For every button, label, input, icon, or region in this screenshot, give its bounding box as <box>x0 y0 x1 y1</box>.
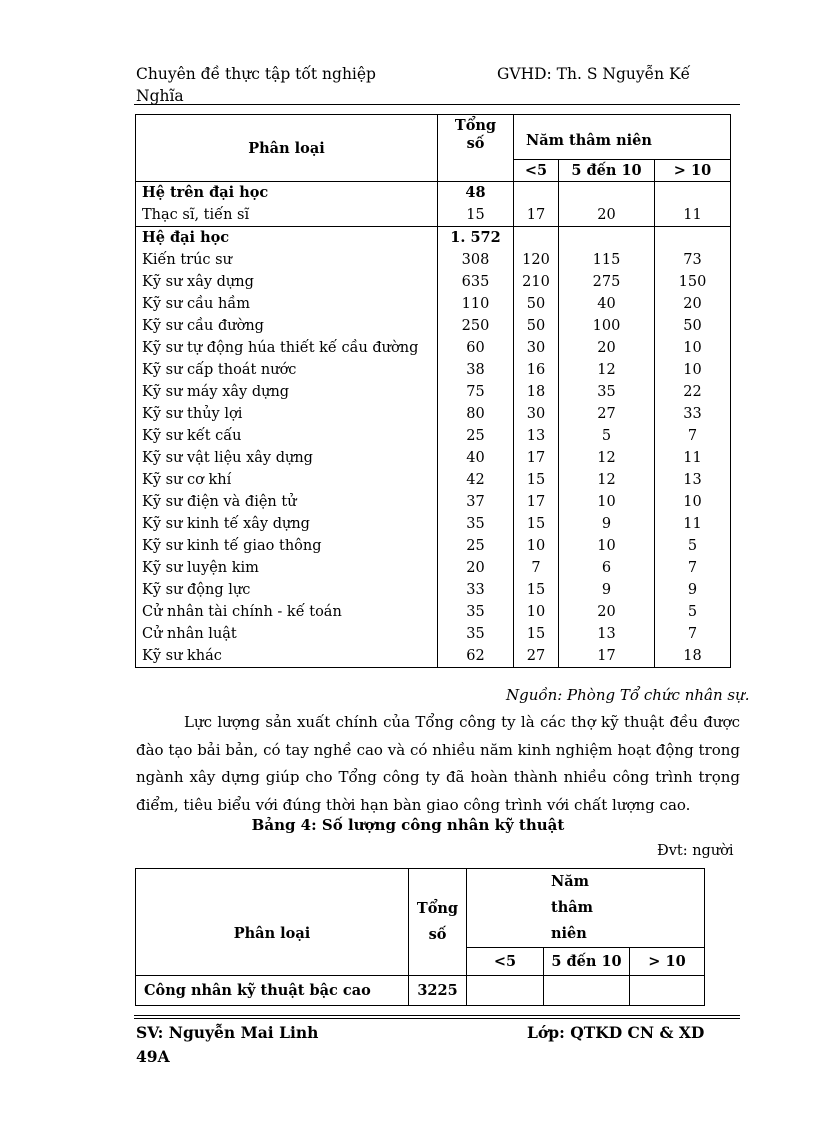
t2-row-name: Công nhân kỹ thuật bậc cao <box>136 976 409 1006</box>
t1-row-gt10: 13 <box>683 472 702 488</box>
t1-row-gt10: 11 <box>683 450 702 466</box>
t1-row-name: Cử nhân tài chính - kế toán <box>142 604 342 620</box>
t1-row-5to10: 9 <box>601 516 612 532</box>
t1-row-name: Kỹ sư động lực <box>142 582 251 598</box>
t1-row-total: 62 <box>466 648 485 664</box>
staff-qualification-table <box>135 114 731 668</box>
paragraph-text: Lực lượng sản xuất chính của Tổng công ty là các thợ kỹ thuật đều được đào tạo bải bản, có tay nghề cao và có nhiều năm kinh nghiệm hoạt động trong ngành xây dựng giúp cho Tổng công ty đã hoàn thành nhiều công trình trọng điểm, tiêu biểu với đúng thời hạn bàn giao công trình với chất lượng cao. <box>136 713 740 814</box>
t2-row-lt5 <box>467 976 544 1006</box>
t1-row-5to10: 5 <box>601 428 612 444</box>
t1-row-5to10: 100 <box>592 318 621 334</box>
t1-row-lt5: 15 <box>526 516 546 532</box>
t1-row-name: Kỹ sư vật liệu xây dựng <box>142 450 313 466</box>
t1-row-5to10: 12 <box>597 362 616 378</box>
t2-header-total-line1: Tổng <box>416 900 459 917</box>
t1-row-lt5: 17 <box>526 207 546 223</box>
t1-row-5to10: 20 <box>597 207 616 223</box>
t1-row-name: Kiến trúc sư <box>142 252 232 268</box>
t1-row-gt10: 5 <box>687 538 698 554</box>
t1-row-lt5: 50 <box>526 318 546 334</box>
t1-row-total: 250 <box>461 318 490 334</box>
t1-row-lt5: 30 <box>526 406 546 422</box>
t1-row-lt5: 30 <box>526 340 546 356</box>
technical-workers-table <box>135 868 705 1006</box>
t1-header-seniority: Năm thâm niên <box>514 115 731 160</box>
t1-row-gt10: 7 <box>687 626 698 642</box>
t1-row-total: 25 <box>466 538 485 554</box>
t1-row-gt10: 18 <box>683 648 702 664</box>
table2-unit: Đvt: người <box>657 843 734 859</box>
t1-row-5to10: 10 <box>597 494 616 510</box>
t1-row-total: 635 <box>461 274 490 290</box>
t1-header-total-line1: Tổng <box>454 117 497 134</box>
t1-row-name: Kỹ sư luyện kim <box>142 560 259 576</box>
t1-row-5to10: 12 <box>597 472 616 488</box>
footer-student <box>136 1021 318 1069</box>
t1-row-name: Kỹ sư khác <box>142 648 222 664</box>
t1-row-name: Kỹ sư kinh tế giao thông <box>142 538 322 554</box>
t1-row-total: 25 <box>466 428 485 444</box>
t1-row-5to10: 9 <box>601 582 612 598</box>
footer-student-cohort: 49A <box>136 1047 170 1066</box>
t1-row-lt5: 210 <box>522 274 550 290</box>
t1-row-gt10: 10 <box>683 340 702 356</box>
t1-row-total: 35 <box>466 626 485 642</box>
t1-row-name: Cử nhân luật <box>142 626 237 642</box>
t1-row-total: 40 <box>466 450 485 466</box>
table2-title: Bảng 4: Số lượng công nhân kỹ thuật <box>251 816 565 834</box>
t1-row-name: Kỹ sư kinh tế xây dựng <box>142 516 310 532</box>
t1-row-gt10: 50 <box>683 318 702 334</box>
t1-row-5to10: 27 <box>597 406 616 422</box>
t1-section-total: 1. 572 <box>450 229 501 246</box>
t1-row-name: Kỹ sư cầu hầm <box>142 296 250 312</box>
t1-section-title: Hệ trên đại học <box>142 184 269 201</box>
table-source-note: Nguồn: Phòng Tổ chức nhân sự. <box>506 686 750 704</box>
t1-row-gt10: 5 <box>687 604 698 620</box>
t2-header-total-line2: số <box>428 926 447 943</box>
t1-row-total: 42 <box>466 472 485 488</box>
t1-row-gt10: 10 <box>683 494 702 510</box>
t2-subheader-lt5: <5 <box>467 948 544 976</box>
t1-row-total: 38 <box>466 362 485 378</box>
t1-header-category: Phân loại <box>136 115 438 182</box>
t2-header-seniority <box>467 869 705 948</box>
header-doc-title: Chuyên đề thực tập tốt nghiệp <box>136 65 376 83</box>
t1-row-5to10: 17 <box>597 648 616 664</box>
t1-row-name: Kỹ sư kết cấu <box>142 428 242 444</box>
t1-row-5to10: 115 <box>592 252 621 268</box>
t1-row-5to10: 10 <box>597 538 616 554</box>
t1-row-total: 35 <box>466 516 485 532</box>
t1-row-lt5: 13 <box>526 428 546 444</box>
t1-row-lt5: 7 <box>531 560 541 576</box>
t1-row-gt10: 7 <box>687 560 698 576</box>
t1-row-lt5: 15 <box>526 626 546 642</box>
t1-row-lt5: 15 <box>526 582 546 598</box>
t2-row-5to10 <box>544 976 630 1006</box>
t2-header-seniority-line3: niên <box>551 925 587 942</box>
t1-row-gt10: 11 <box>683 516 702 532</box>
footer-class: Lớp: QTKD CN & XD <box>527 1023 705 1042</box>
t1-header-total-line2: số <box>466 135 485 152</box>
t1-row-name: Kỹ sư thủy lợi <box>142 406 243 422</box>
t1-header-total <box>438 115 514 182</box>
t1-row-lt5: 27 <box>526 648 546 664</box>
t1-row-name: Kỹ sư điện và điện tử <box>142 494 297 510</box>
t1-row-lt5: 17 <box>526 494 546 510</box>
header-rule <box>134 104 740 105</box>
t1-row-gt10: 20 <box>683 296 702 312</box>
t1-row-gt10: 11 <box>683 207 702 223</box>
t1-row-total: 33 <box>466 582 485 598</box>
t2-row <box>136 976 705 1006</box>
t1-section-university <box>136 227 731 668</box>
t1-row-5to10: 12 <box>597 450 616 466</box>
t2-row-gt10 <box>630 976 705 1006</box>
t1-row-lt5: 10 <box>526 538 546 554</box>
t1-row-gt10: 7 <box>687 428 698 444</box>
t1-subheader-gt10: > 10 <box>655 160 731 182</box>
t1-row-lt5: 18 <box>526 384 546 400</box>
t1-row-lt5: 50 <box>526 296 546 312</box>
t1-row-total: 110 <box>461 296 490 312</box>
t1-row-lt5: 16 <box>526 362 546 378</box>
t1-row-total: 15 <box>466 207 485 223</box>
t1-subheader-lt5: <5 <box>514 160 559 182</box>
footer-rule <box>134 1015 740 1016</box>
t1-subheader-5to10: 5 đến 10 <box>559 160 655 182</box>
t2-header-category: Phân loại <box>136 869 409 976</box>
t1-row-gt10: 22 <box>683 384 702 400</box>
t1-row-total: 20 <box>466 560 485 576</box>
header-wrap-text: Nghĩa <box>136 87 184 105</box>
t1-row-name: Kỹ sư tự động húa thiết kế cầu đường <box>142 340 419 356</box>
t1-row-name: Kỹ sư cấp thoát nước <box>142 362 297 378</box>
t1-row-gt10: 73 <box>683 252 702 268</box>
footer-rule-double <box>134 1018 740 1019</box>
t1-section-title: Hệ đại học <box>142 229 230 246</box>
t1-row-name: Thạc sĩ, tiến sĩ <box>142 207 250 223</box>
t1-row-gt10: 10 <box>683 362 702 378</box>
t1-row-total: 35 <box>466 604 485 620</box>
t1-row-total: 308 <box>461 252 490 268</box>
t1-row-5to10: 40 <box>597 296 616 312</box>
footer-student-name: SV: Nguyễn Mai Linh <box>136 1023 319 1042</box>
t2-subheader-5to10: 5 đến 10 <box>544 948 630 976</box>
t1-row-5to10: 35 <box>597 384 616 400</box>
t2-header-seniority-line2: thâm <box>551 899 593 916</box>
t2-subheader-gt10: > 10 <box>630 948 705 976</box>
t1-section-total: 48 <box>465 184 486 201</box>
t1-row-total: 37 <box>466 494 485 510</box>
t1-row-name: Kỹ sư cầu đường <box>142 318 264 334</box>
t1-row-lt5: 120 <box>522 252 550 268</box>
t1-row-5to10: 275 <box>592 274 621 290</box>
body-paragraph <box>136 709 740 819</box>
header-left <box>136 63 376 107</box>
t1-row-name: Kỹ sư máy xây dựng <box>142 384 290 400</box>
t1-row-5to10: 20 <box>597 340 616 356</box>
t1-row-total: 60 <box>466 340 485 356</box>
t1-row-lt5: 17 <box>526 450 546 466</box>
t1-row-5to10: 20 <box>597 604 616 620</box>
t1-row-total: 80 <box>466 406 485 422</box>
t1-row-lt5: 10 <box>526 604 546 620</box>
t2-header-seniority-line1: Năm <box>551 873 589 890</box>
t2-header-total <box>409 869 467 976</box>
header-advisor: GVHD: Th. S Nguyễn Kế <box>497 65 691 83</box>
t1-row-lt5: 15 <box>526 472 546 488</box>
t1-section-postgraduate <box>136 182 731 227</box>
t1-row-gt10: 150 <box>678 274 707 290</box>
t1-row-gt10: 33 <box>683 406 702 422</box>
t1-row-name: Kỹ sư cơ khí <box>142 472 232 488</box>
t1-row-name: Kỹ sư xây dựng <box>142 274 254 290</box>
t1-row-gt10: 9 <box>687 582 698 598</box>
t2-row-total: 3225 <box>409 976 467 1006</box>
t1-row-5to10: 6 <box>601 560 612 576</box>
t1-row-5to10: 13 <box>597 626 616 642</box>
t1-row-total: 75 <box>466 384 485 400</box>
